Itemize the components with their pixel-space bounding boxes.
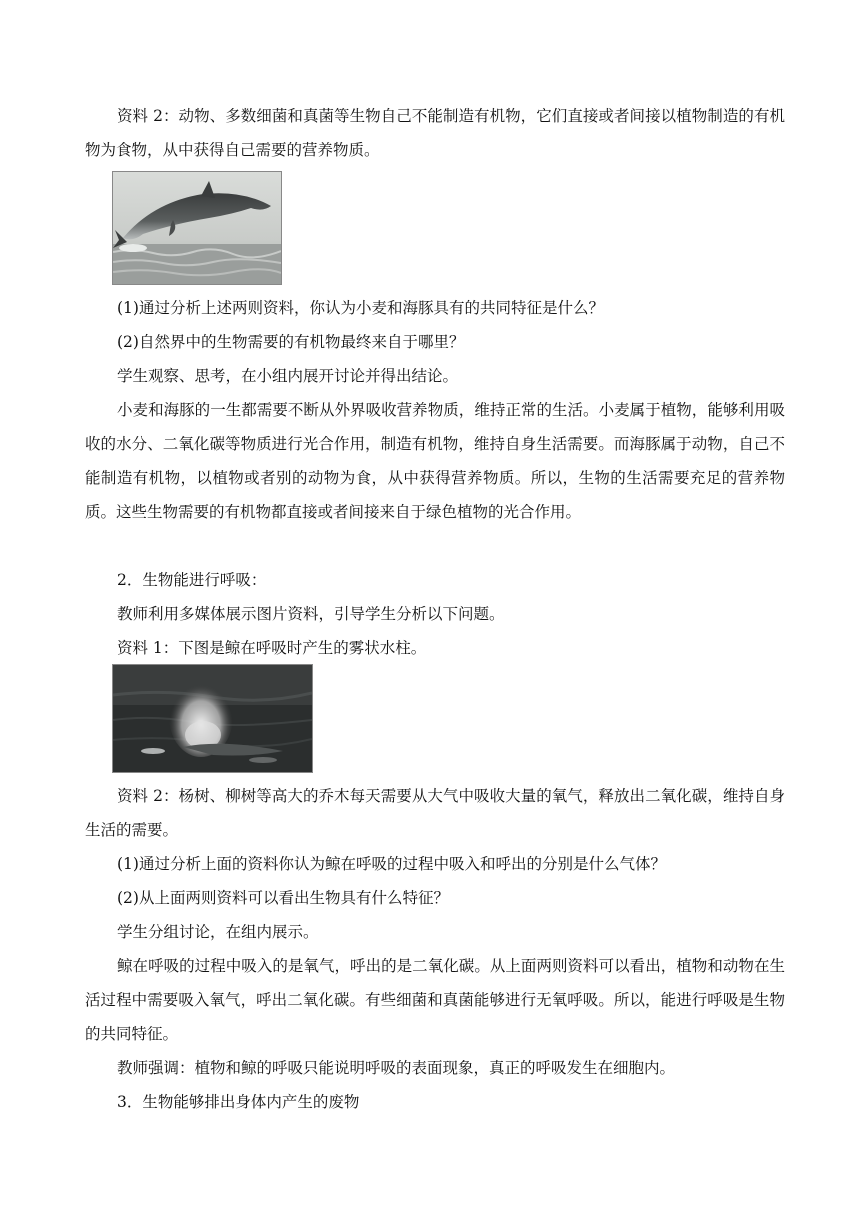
paragraph-material-2-trees: 资料 2：杨树、柳树等高大的乔木每天需要从大气中吸收大量的氧气，释放出二氧化碳，维持自身生活的需要。: [85, 787, 785, 839]
paragraph-student-activity: 学生观察、思考，在小组内展开讨论并得出结论。: [117, 367, 459, 385]
paragraph-teacher-multimedia: 教师利用多媒体展示图片资料，引导学生分析以下问题。: [117, 605, 505, 623]
whale-spout-photo: [112, 664, 313, 773]
dolphin-photo: [112, 171, 282, 285]
heading-respiration: 2．生物能进行呼吸：: [117, 571, 267, 589]
paragraph-material-2-nutrition: 资料 2：动物、多数细菌和真菌等生物自己不能制造有机物，它们直接或者间接以植物制造的有机物为食物，从中获得自己需要的营养物质。: [85, 107, 785, 159]
question-1-common-feature: (1)通过分析上述两则资料，你认为小麦和海豚具有的共同特征是什么？: [117, 299, 604, 317]
paragraph-teacher-emphasis: 教师强调：植物和鲸的呼吸只能说明呼吸的表面现象，真正的呼吸发生在细胞内。: [117, 1059, 676, 1077]
heading-excretion: 3．生物能够排出身体内产生的废物: [117, 1093, 360, 1111]
paragraph-material-1-whale: 资料 1：下图是鲸在呼吸时产生的雾状水柱。: [117, 639, 427, 657]
paragraph-conclusion-respiration: 鲸在呼吸的过程中吸入的是氧气，呼出的是二氧化碳。从上面两则资料可以看出，植物和动物在生活过程中需要吸入氧气，呼出二氧化碳。有些细菌和真菌能够进行无氧呼吸。所以，能进行呼吸是生物的共同特征。: [85, 957, 785, 1043]
question-2-feature: (2)从上面两则资料可以看出生物具有什么特征？: [117, 889, 449, 907]
paragraph-conclusion-nutrition: 小麦和海豚的一生都需要不断从外界吸收营养物质，维持正常的生活。小麦属于植物，能够利用吸收的水分、二氧化碳等物质进行光合作用，制造有机物，维持自身生活需要。而海豚属于动物，自己不能制造有机物，以植物或者别的动物为食，从中获得营养物质。所以，生物的生活需要充足的营养物质。这些生物需要的有机物都直接或者间接来自于绿色植物的光合作用。: [85, 401, 785, 521]
paragraph-group-discussion: 学生分组讨论，在组内展示。: [117, 923, 319, 941]
question-1-gases: (1)通过分析上面的资料你认为鲸在呼吸的过程中吸入和呼出的分别是什么气体？: [117, 855, 666, 873]
question-2-organic-source: (2)自然界中的生物需要的有机物最终来自于哪里？: [117, 333, 465, 351]
